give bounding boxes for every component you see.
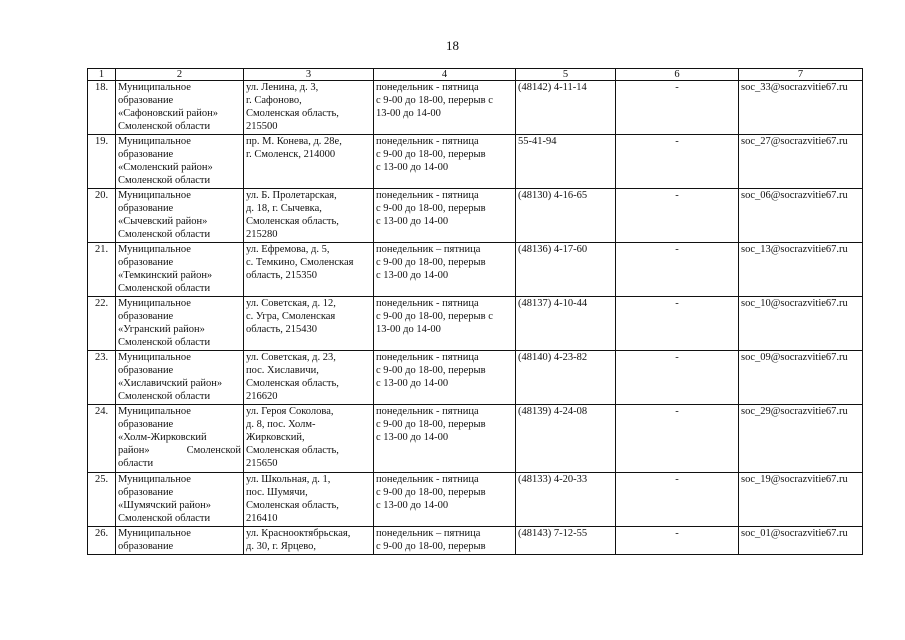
hours-line: с 9-00 до 18-00, перерыв [376,487,486,498]
row-number: 25. [88,473,116,527]
hours-line: с 9-00 до 18-00, перерыв [376,365,486,376]
hours-line: с 13-00 до 14-00 [376,500,449,511]
address-line: Смоленская область, [246,500,339,511]
hours-line: с 9-00 до 18-00, перерыв [376,419,486,430]
address-line: ул. Советская, д. 12, [246,298,336,309]
phone-cell: (48137) 4-10-44 [516,297,616,351]
address-line: область, 215430 [246,324,318,335]
header-row [88,69,863,81]
header-cell: 7 [739,69,863,81]
column-6-cell: - [616,81,739,135]
table-row [88,81,863,135]
address-line: ул. Краснооктябрьская, [246,528,351,539]
address-line: ул. Советская, д. 23, [246,352,336,363]
address-line: г. Сафоново, [246,95,302,106]
address-line: пос. Шумячи, [246,487,308,498]
row-number: 23. [88,351,116,405]
column-6-cell: - [616,473,739,527]
address-cell [244,81,374,135]
org-line: Смоленской области [118,513,211,524]
org-line: образование [118,95,174,106]
org-line: Муниципальное [118,82,191,93]
table-row [88,473,863,527]
row-number: 21. [88,243,116,297]
hours-line: с 9-00 до 18-00, перерыв [376,203,486,214]
org-line: Смоленской области [118,283,211,294]
row-number: 26. [88,527,116,555]
hours-cell [374,189,516,243]
column-6-cell: - [616,243,739,297]
org-line: Муниципальное [118,352,191,363]
hours-line: понедельник – пятница [376,244,481,255]
hours-line: с 9-00 до 18-00, перерыв с [376,95,493,106]
org-line: «Шумячский район» [118,500,211,511]
org-line [118,444,241,457]
org-line: «Сафоновский район» [118,108,219,119]
header-cell: 2 [116,69,244,81]
hours-line: с 13-00 до 14-00 [376,162,449,173]
hours-line: с 9-00 до 18-00, перерыв [376,257,486,268]
address-line: г. Смоленск, 214000 [246,149,336,160]
phone-cell: (48139) 4-24-08 [516,405,616,473]
address-cell [244,351,374,405]
org-line: Муниципальное [118,406,191,417]
row-number: 20. [88,189,116,243]
address-line: ул. Ефремова, д. 5, [246,244,330,255]
org-line: Смоленской области [118,229,211,240]
address-line: 216620 [246,391,278,402]
email-cell: soc_33@socrazvitie67.ru [739,81,863,135]
header-cell: 4 [374,69,516,81]
hours-line: понедельник - пятница [376,406,479,417]
hours-line: с 13-00 до 14-00 [376,216,449,227]
hours-line: с 13-00 до 14-00 [376,378,449,389]
address-line: пр. М. Конева, д. 28е, [246,136,342,147]
header-cell: 3 [244,69,374,81]
hours-line: 13-00 до 14-00 [376,324,441,335]
org-line: Смоленской области [118,391,211,402]
org-line: образование [118,257,174,268]
address-line: с. Угра, Смоленская [246,311,336,322]
email-cell: soc_27@socrazvitie67.ru [739,135,863,189]
hours-cell [374,81,516,135]
address-line: 216410 [246,513,278,524]
column-6-cell: - [616,189,739,243]
address-line: д. 30, г. Ярцево, [246,541,317,552]
table-row [88,527,863,555]
phone-cell: (48142) 4-11-14 [516,81,616,135]
phone-cell: (48130) 4-16-65 [516,189,616,243]
email-cell: soc_09@socrazvitie67.ru [739,351,863,405]
hours-line: понедельник - пятница [376,474,479,485]
org-line: образование [118,487,174,498]
column-6-cell: - [616,527,739,555]
row-number: 19. [88,135,116,189]
address-line: область, 215350 [246,270,318,281]
address-line: Смоленская область, [246,108,339,119]
address-cell [244,243,374,297]
org-name-cell [116,405,244,473]
org-line: образование [118,419,174,430]
org-name-cell [116,189,244,243]
address-cell [244,473,374,527]
email-cell: soc_19@socrazvitie67.ru [739,473,863,527]
column-6-cell: - [616,297,739,351]
hours-line: с 13-00 до 14-00 [376,270,449,281]
email-cell: soc_10@socrazvitie67.ru [739,297,863,351]
header-cell: 1 [88,69,116,81]
row-number: 18. [88,81,116,135]
address-line: ул. Ленина, д. 3, [246,82,319,93]
org-line: Смоленской области [118,337,211,348]
hours-line: понедельник - пятница [376,352,479,363]
hours-line: с 9-00 до 18-00, перерыв [376,541,486,552]
hours-line: с 9-00 до 18-00, перерыв [376,149,486,160]
hours-line: с 9-00 до 18-00, перерыв с [376,311,493,322]
org-line: Смоленской области [118,121,211,132]
org-name-cell [116,473,244,527]
address-cell [244,405,374,473]
hours-cell [374,527,516,555]
org-name-cell [116,297,244,351]
org-line: «Хиславичский район» [118,378,223,389]
row-number: 22. [88,297,116,351]
phone-cell: (48143) 7-12-55 [516,527,616,555]
row-number: 24. [88,405,116,473]
hours-cell [374,297,516,351]
org-line: Муниципальное [118,136,191,147]
contacts-table [87,68,863,555]
hours-line: понедельник - пятница [376,136,479,147]
phone-cell: (48133) 4-20-33 [516,473,616,527]
hours-line: понедельник – пятница [376,528,481,539]
address-line: Смоленская область, [246,445,339,456]
org-line: «Сычевский район» [118,216,208,227]
org-line: Муниципальное [118,190,191,201]
address-line: д. 8, пос. Холм- [246,419,316,430]
address-line: с. Темкино, Смоленская [246,257,354,268]
hours-cell [374,243,516,297]
hours-cell [374,351,516,405]
address-line: 215650 [246,458,278,469]
email-cell: soc_13@socrazvitie67.ru [739,243,863,297]
phone-cell: (48136) 4-17-60 [516,243,616,297]
column-6-cell: - [616,135,739,189]
page-number: 18 [446,38,459,53]
org-line: «Смоленский район» [118,162,213,173]
hours-line: с 13-00 до 14-00 [376,432,449,443]
org-line: области [118,458,154,469]
phone-cell: (48140) 4-23-82 [516,351,616,405]
org-name-cell [116,243,244,297]
org-word: район» [118,445,150,456]
table-row [88,135,863,189]
table-row [88,405,863,473]
hours-cell [374,473,516,527]
address-cell [244,189,374,243]
address-line: д. 18, г. Сычевка, [246,203,322,214]
org-name-cell [116,527,244,555]
table-row [88,243,863,297]
header-cell: 5 [516,69,616,81]
address-line: пос. Хиславичи, [246,365,319,376]
address-line: Смоленская область, [246,378,339,389]
org-line: образование [118,365,174,376]
org-line: Муниципальное [118,298,191,309]
org-word: Смоленской [186,445,241,456]
hours-line: понедельник - пятница [376,298,479,309]
email-cell: soc_29@socrazvitie67.ru [739,405,863,473]
email-cell: soc_06@socrazvitie67.ru [739,189,863,243]
address-line: 215280 [246,229,278,240]
address-line: ул. Б. Пролетарская, [246,190,337,201]
address-line: 215500 [246,121,278,132]
header-cell: 6 [616,69,739,81]
column-6-cell: - [616,351,739,405]
org-name-cell [116,81,244,135]
org-line: «Угранский район» [118,324,205,335]
address-line: ул. Героя Соколова, [246,406,334,417]
address-cell [244,135,374,189]
org-line: Муниципальное [118,244,191,255]
org-line: Муниципальное [118,528,191,539]
address-line: Смоленская область, [246,216,339,227]
hours-cell [374,405,516,473]
address-cell [244,527,374,555]
org-line: образование [118,149,174,160]
org-line: образование [118,203,174,214]
table-row [88,297,863,351]
hours-line: понедельник - пятница [376,190,479,201]
org-line: образование [118,311,174,322]
hours-cell [374,135,516,189]
org-name-cell [116,135,244,189]
hours-line: понедельник - пятница [376,82,479,93]
column-6-cell: - [616,405,739,473]
table-row [88,189,863,243]
org-line: образование [118,541,174,552]
org-name-cell [116,351,244,405]
address-line: ул. Школьная, д. 1, [246,474,331,485]
org-line: «Темкинский район» [118,270,213,281]
address-line: Жирковский, [246,432,305,443]
address-cell [244,297,374,351]
table-row [88,351,863,405]
phone-cell: 55-41-94 [516,135,616,189]
org-line: Смоленской области [118,175,211,186]
org-line: «Холм-Жирковский [118,432,207,443]
hours-line: 13-00 до 14-00 [376,108,441,119]
org-line: Муниципальное [118,474,191,485]
email-cell: soc_01@socrazvitie67.ru [739,527,863,555]
